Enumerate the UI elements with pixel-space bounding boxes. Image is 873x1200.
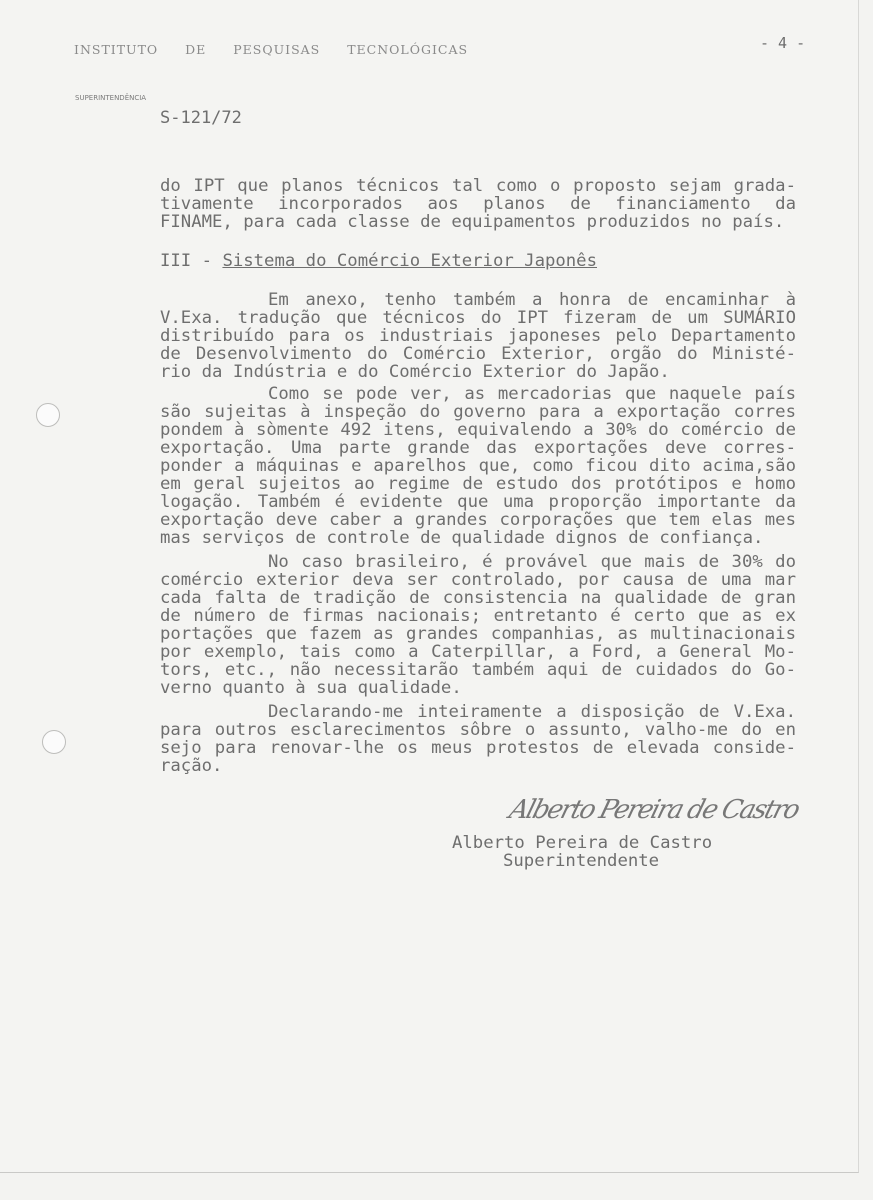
text-line: tivamente incorporados aos planos de financiamento da: [160, 194, 796, 214]
text-line: para outros esclarecimentos sôbre o assunto, valho-me do en: [160, 720, 796, 740]
text-line: pondem à sòmente 492 itens, equivalendo a 30% do comércio de: [160, 420, 796, 440]
punch-hole: [42, 730, 66, 754]
text-line: comércio exterior deva ser controlado, por causa de uma mar: [160, 570, 796, 590]
text-line: V.Exa. tradução que técnicos do IPT fizeram de um SUMÁRIO: [160, 308, 796, 328]
text-line: exportação deve caber a grandes corporações que tem elas mes: [160, 510, 796, 530]
text-line: ração.: [160, 756, 223, 776]
text-line: Como se pode ver, as mercadorias que naquele país: [268, 384, 796, 404]
text-line: verno quanto à sua qualidade.: [160, 678, 462, 698]
department-label: SUPERINTENDÊNCIA: [75, 94, 147, 102]
text-line: exportação. Uma parte grande das exportações deve corres-: [160, 438, 796, 458]
text-line: Em anexo, tenho também a honra de encaminhar à: [268, 290, 796, 310]
section-heading: [160, 252, 796, 270]
section-number: III -: [160, 251, 213, 271]
text-line: logação. Também é evidente que uma proporção importante da: [160, 492, 796, 512]
text-line: cada falta de tradição de consistencia na qualidade de gran: [160, 588, 796, 608]
text-line: Declarando-me inteiramente a disposição de V.Exa.: [268, 702, 796, 722]
text-line: tors, etc., não necessitarão também aqui de cuidados do Go-: [160, 660, 796, 680]
text-line: distribuído para os industriais japoneses pelo Departamento: [160, 326, 796, 346]
text-line: por exemplo, tais como a Caterpillar, a Ford, a General Mo-: [160, 642, 796, 662]
page-number: - 4 -: [760, 34, 806, 52]
text-line: de número de firmas nacionais; entretanto é certo que as ex: [160, 606, 796, 626]
handwritten-signature: Alberto Pereira de Castro: [505, 795, 802, 825]
institution-letterhead: INSTITUTO DE PESQUISAS TECNOLÓGICAS: [74, 42, 469, 57]
signatory-name: Alberto Pereira de Castro: [452, 833, 713, 853]
text-line: FINAME, para cada classe de equipamentos produzidos no país.: [160, 212, 785, 232]
text-line: em geral sujeitos ao regime de estudo dos protótipos e homo: [160, 474, 796, 494]
text-line: rio da Indústria e do Comércio Exterior do Japão.: [160, 362, 670, 382]
signatory-title: Superintendente: [503, 851, 660, 871]
reference-number: S-121/72: [160, 108, 242, 128]
text-line: do IPT que planos técnicos tal como o proposto sejam grada-: [160, 176, 796, 196]
section-title: Sistema do Comércio Exterior Japonês: [222, 251, 597, 271]
punch-hole: [36, 403, 60, 427]
text-line: são sujeitas à inspeção do governo para a exportação corres: [160, 402, 796, 422]
text-line: portações que fazem as grandes companhias, as multinacionais: [160, 624, 796, 644]
text-line: mas serviços de controle de qualidade dignos de confiança.: [160, 528, 764, 548]
text-line: ponder a máquinas e aparelhos que, como ficou dito acima,são: [160, 456, 796, 476]
text-line: sejo para renovar-lhe os meus protestos de elevada conside-: [160, 738, 796, 758]
text-line: No caso brasileiro, é provável que mais de 30% do: [268, 552, 796, 572]
text-line: de Desenvolvimento do Comércio Exterior, orgão do Ministé-: [160, 344, 796, 364]
